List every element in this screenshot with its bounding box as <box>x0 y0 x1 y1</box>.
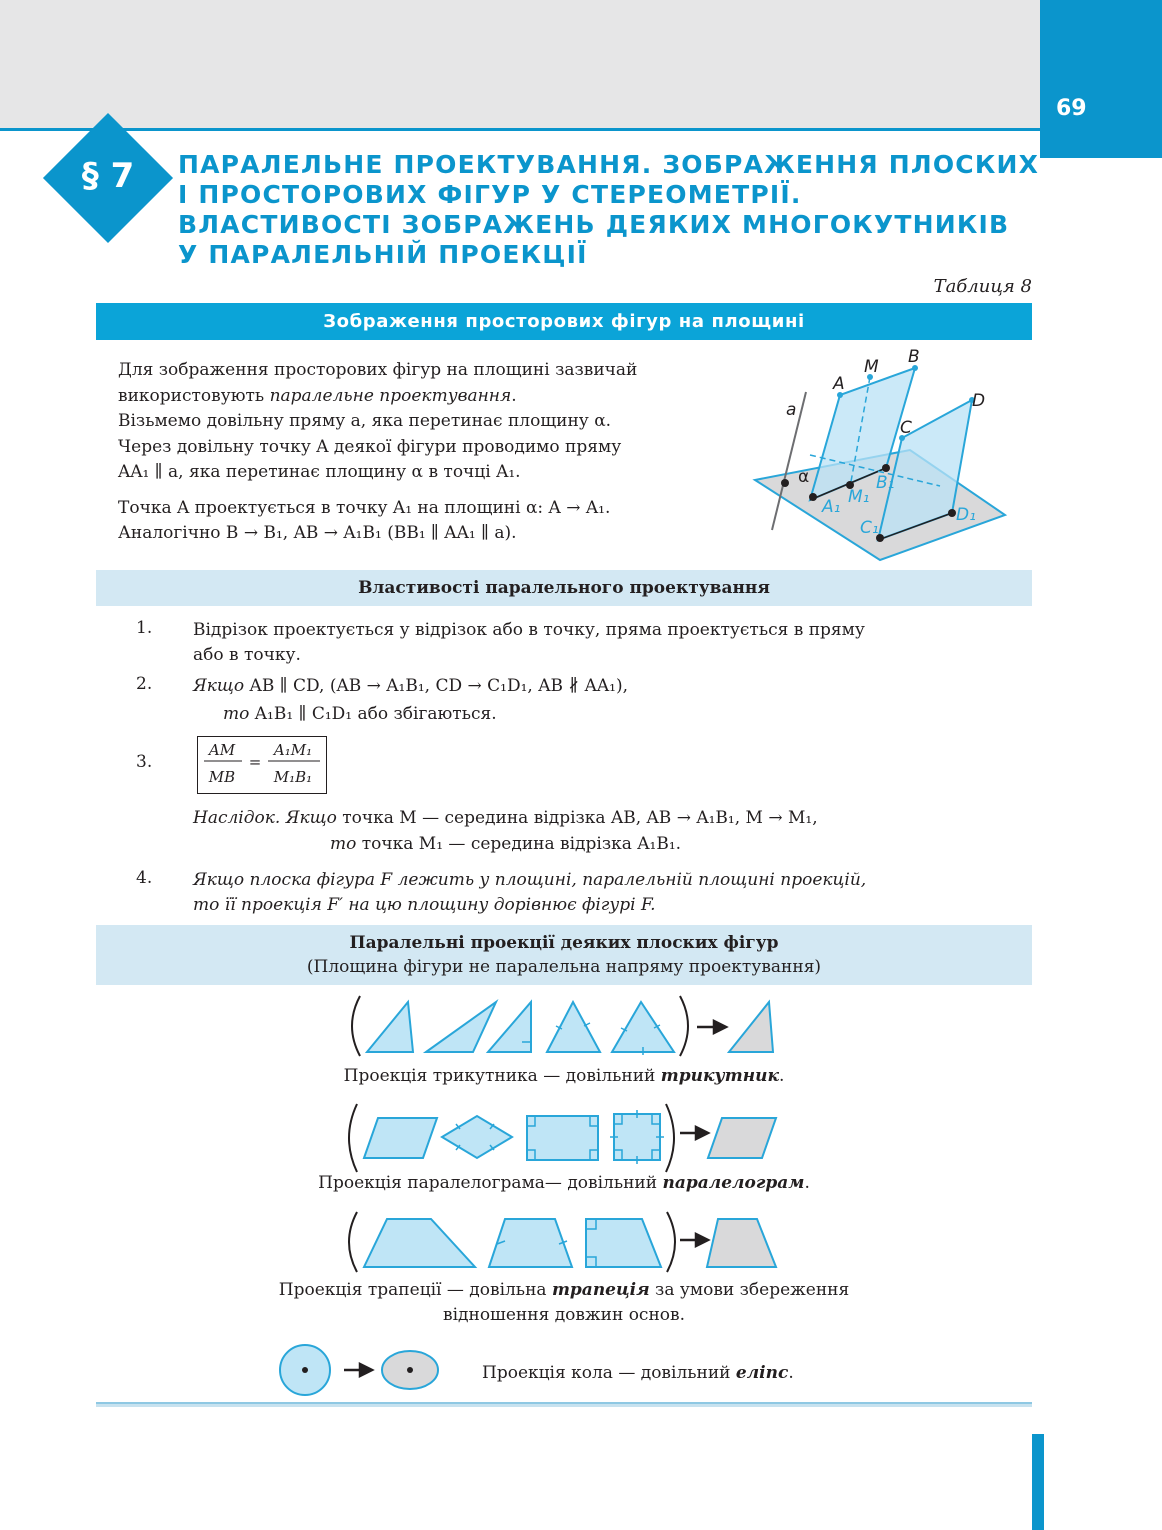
caption-text: Проекція кола — довільний <box>482 1363 736 1383</box>
corollary-label: Наслідок. Якщо <box>193 808 337 828</box>
equal-tick-mark <box>610 1110 664 1164</box>
term-parallel-projection: паралельне проектування <box>269 385 512 406</box>
intro-text <box>118 358 718 547</box>
label-C: C <box>900 418 912 438</box>
caption-trapezoid <box>96 1278 1032 1303</box>
left-paren <box>349 1212 357 1272</box>
property-2-line2 <box>223 702 497 727</box>
properties-header: Властивості паралельного проектування <box>96 570 1032 606</box>
frac-num-right: A₁M₁ <box>273 741 313 759</box>
point-D1 <box>948 509 956 517</box>
point-A1 <box>809 493 817 501</box>
item-number: 2. <box>136 674 153 694</box>
equal-tick-mark <box>456 1124 494 1150</box>
right-paren <box>667 1212 675 1272</box>
table-label: Таблиця 8 <box>933 276 1032 297</box>
arrow-icon <box>696 1234 708 1246</box>
word-then: то <box>223 704 250 724</box>
label-M: M <box>864 357 879 377</box>
right-angle-mark <box>586 1219 596 1267</box>
property-4-line1: Якщо плоска фігура F лежить у площині, паралельній площині проекцій, <box>193 870 867 890</box>
rectangle-shape <box>527 1116 598 1160</box>
circle-shape <box>280 1345 330 1395</box>
page-number: 69 <box>1056 96 1087 121</box>
ratio-formula-svg <box>198 737 326 793</box>
projected-parallelogram <box>708 1118 776 1158</box>
right-paren <box>680 996 688 1056</box>
caption-text: за умови збереження <box>649 1280 850 1300</box>
triangle-shape <box>488 1002 531 1052</box>
title-line: ВЛАСТИВОСТІ ЗОБРАЖЕНЬ ДЕЯКИХ МНОГОКУТНИКІВ <box>178 210 1010 239</box>
page-tab <box>1040 0 1162 158</box>
left-paren <box>352 996 360 1056</box>
frac-num-left: AM <box>208 741 236 759</box>
item-number: 1. <box>136 618 153 638</box>
triangle-shape <box>612 1002 674 1052</box>
triangle-shape <box>547 1002 600 1052</box>
section-title <box>178 150 1040 270</box>
ratio-formula <box>197 736 327 794</box>
intro-line: Для зображення просторових фігур на площині зазвичай <box>118 360 638 380</box>
label-B: B <box>908 347 920 367</box>
projected-ellipse <box>382 1351 438 1389</box>
property-text: A₁B₁ ∥ C₁D₁ або збігаються. <box>249 704 497 724</box>
trapezoid-shape <box>586 1219 661 1267</box>
table-bottom-rule-dark <box>96 1402 1032 1404</box>
arrow-icon <box>696 1127 708 1139</box>
term-ellipse: еліпс <box>735 1363 789 1383</box>
intro-line: Візьмемо довільну пряму a, яка перетинає площину α. <box>118 411 612 431</box>
caption-text: Проекція трикутника — довільний <box>343 1066 661 1086</box>
side-accent-bar <box>1032 1434 1044 1530</box>
left-paren <box>349 1104 357 1172</box>
equal-tick-mark <box>556 1023 590 1029</box>
label-A1: A₁ <box>822 497 841 517</box>
caption-text: . <box>778 1066 785 1086</box>
equal-tick-mark <box>621 1025 660 1055</box>
triangle-shape <box>426 1002 496 1052</box>
property-1-line1: Відрізок проектується у відрізок або в точку, пряма проектується в пряму <box>193 620 865 640</box>
trapezoid-shape <box>364 1219 475 1267</box>
caption-text: Проекція трапеції — довільна <box>278 1280 552 1300</box>
corollary-line1 <box>193 806 818 831</box>
term-parallelogram: паралелограм <box>662 1173 805 1193</box>
parallelogram-shape <box>364 1118 437 1158</box>
term-trapezoid: трапеція <box>551 1280 650 1300</box>
right-angle-mark <box>522 1042 531 1052</box>
section-number: § 7 <box>81 156 135 196</box>
property-2-line1 <box>193 674 628 699</box>
title-line: ПАРАЛЕЛЬНЕ ПРОЕКТУВАННЯ. ЗОБРАЖЕННЯ ПЛОСКИХ <box>178 150 1040 179</box>
label-M1: M₁ <box>848 487 870 507</box>
point-a-intersect <box>781 479 789 487</box>
caption-text: Проекція паралелограма— довільний <box>318 1173 663 1193</box>
caption-parallelogram <box>96 1171 1032 1196</box>
corollary-line2 <box>330 832 681 857</box>
frac-den-right: M₁B₁ <box>273 768 313 786</box>
item-number: 3. <box>136 752 153 772</box>
label-C1: C₁ <box>860 518 879 538</box>
label-D: D <box>972 391 986 411</box>
corollary-text: точка M — середина відрізка AB, AB → A₁B₁, M → M₁, <box>336 808 818 828</box>
word-then: то <box>330 834 357 854</box>
arrow-icon <box>714 1021 726 1033</box>
intro-text-span: використовують <box>118 385 270 406</box>
title-line: У ПАРАЛЕЛЬНІЙ ПРОЕКЦІЇ <box>178 240 588 269</box>
circle-center <box>302 1367 308 1373</box>
right-paren <box>666 1104 674 1172</box>
projections-subtitle: (Площина фігури не паралельна напряму проектування) <box>306 957 822 977</box>
projected-trapezoid <box>707 1219 776 1267</box>
caption-text: . <box>788 1363 794 1383</box>
property-4-line2: то її проекція F′ на цю площину дорівнює фігурі F. <box>193 895 656 915</box>
caption-text: . <box>804 1173 810 1193</box>
projected-triangle <box>729 1002 773 1052</box>
item-number: 4. <box>136 868 153 888</box>
intro-line: Через довільну точку A деякої фігури проводимо пряму <box>118 436 622 457</box>
caption-trapezoid-line2: відношення довжин основ. <box>443 1305 685 1325</box>
term-triangle: трикутник <box>660 1066 779 1086</box>
trapezoid-shape <box>489 1219 572 1267</box>
intro-line: AA₁ ∥ a, яка перетинає площину α в точці A₁. <box>118 462 521 482</box>
ellipse-center <box>407 1367 413 1373</box>
projections-title: Паралельні проекції деяких плоских фігур <box>349 933 779 953</box>
frac-equals: = <box>248 753 262 771</box>
label-D1: D₁ <box>956 505 976 525</box>
property-1-line2: або в точку. <box>193 645 301 665</box>
header-rule <box>0 128 1040 131</box>
projections-header <box>96 925 1032 985</box>
intro-line: Аналогічно B → B₁, AB → A₁B₁ (BB₁ ∥ AA₁ ∥ a). <box>118 523 517 543</box>
caption-triangle <box>96 1064 1032 1089</box>
label-B1: B₁ <box>876 473 895 493</box>
arrow-icon <box>360 1364 372 1376</box>
point-B1 <box>882 464 890 472</box>
intro-line <box>118 384 718 410</box>
caption-circle <box>482 1361 794 1386</box>
square-shape <box>614 1114 660 1160</box>
intro-line: Точка A проектується в точку A₁ на площині α: A → A₁. <box>118 497 611 518</box>
corollary-text: точка M₁ — середина відрізка A₁B₁. <box>356 834 682 854</box>
label-A: A <box>833 374 845 394</box>
label-alpha: α <box>798 467 810 487</box>
word-if: Якщо <box>193 676 245 696</box>
rhombus-shape <box>442 1116 512 1158</box>
header-band <box>0 0 1040 128</box>
right-angle-mark <box>527 1116 598 1160</box>
equal-tick-mark <box>497 1241 567 1244</box>
frac-den-left: MB <box>208 768 236 786</box>
table-header: Зображення просторових фігур на площині <box>96 303 1032 340</box>
right-angle-mark <box>614 1114 660 1160</box>
title-line: І ПРОСТОРОВИХ ФІГУР У СТЕРЕОМЕТРІЇ. <box>178 180 802 209</box>
intro-text-span: . <box>511 385 517 406</box>
triangle-shape <box>367 1002 413 1052</box>
property-text: AB ∥ CD, (AB → A₁B₁, CD → C₁D₁, AB ∦ AA₁), <box>244 676 628 696</box>
projection-figure <box>750 340 1010 570</box>
label-a: a <box>786 400 797 420</box>
